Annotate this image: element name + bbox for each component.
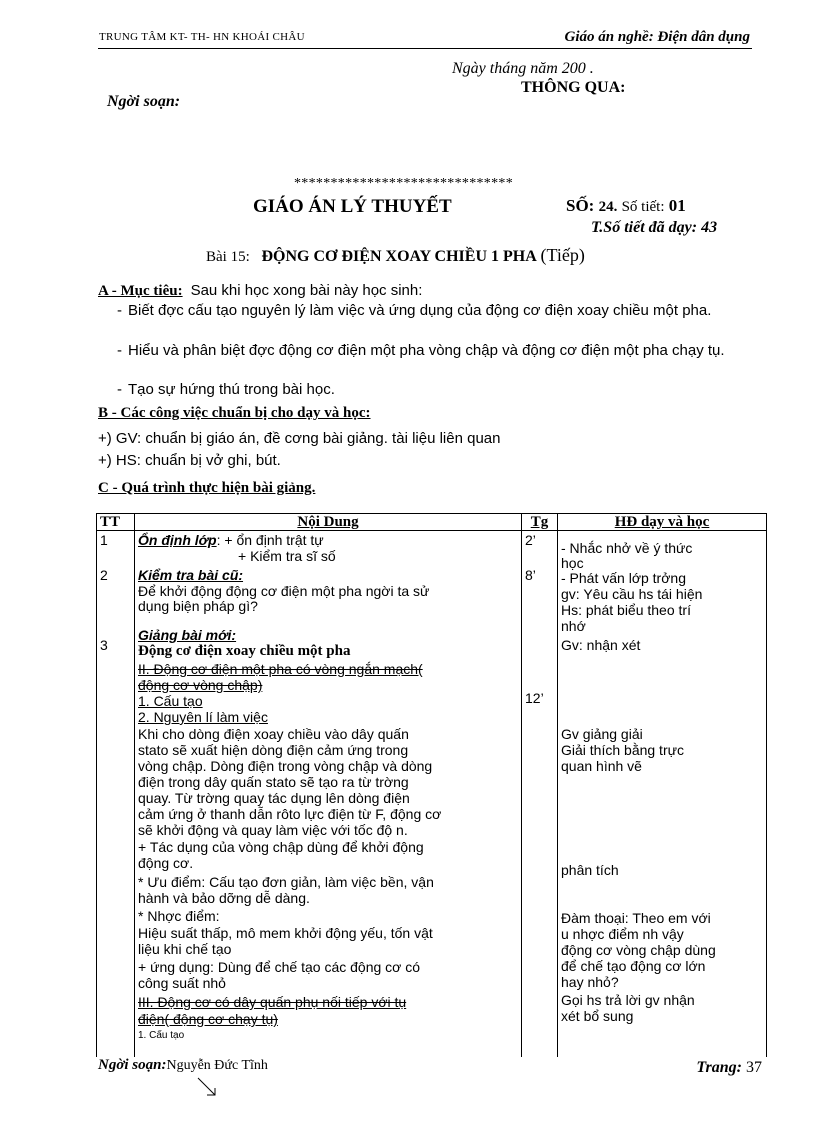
activity-line: Gv: nhận xét <box>561 637 641 653</box>
content-line: dụng biện pháp gì? <box>138 598 258 614</box>
content-heading: Kiểm tra bài cũ: <box>138 567 244 583</box>
date-line: Ngày tháng năm 200 . <box>452 60 594 77</box>
lesson-prefix: Bài 15: <box>206 249 250 265</box>
content-line: 1. Cấu tạo <box>138 693 203 709</box>
col-header-time: Tg <box>522 514 558 531</box>
activity-line: - Nhắc nhở về ý thức <box>561 540 693 556</box>
prep-item-gv: +) GV: chuẩn bị giáo án, đề cơng bài giảng. tài liệu liên quan <box>98 430 501 447</box>
prep-item-hs: +) HS: chuẩn bị vở ghi, bút. <box>98 452 281 469</box>
time-1: 2’ <box>525 532 536 548</box>
lesson-name: ĐỘNG CƠ ĐIỆN XOAY CHIỀU 1 PHA <box>261 248 537 265</box>
table-row <box>97 531 767 1058</box>
content-line: Khi cho dòng điện xoay chiều vào dây quấn <box>138 726 409 742</box>
author-label: Ngời soạn: <box>107 93 181 110</box>
so-number: 24. <box>598 199 618 215</box>
content-line: + ứng dụng: Dùng để chế tạo các động cơ có <box>138 959 421 975</box>
lesson-suffix: (Tiếp) <box>540 245 585 265</box>
content-line: * Ưu điểm: Cấu tạo đơn giản, làm việc bền, vận <box>138 874 434 890</box>
header-divider <box>98 48 752 49</box>
section-b-heading: B - Các công việc chuẩn bị cho dạy và học: <box>98 405 371 421</box>
periods-value: 01 <box>668 196 686 215</box>
objective-item <box>98 342 758 360</box>
periods-label: Số tiết: <box>621 199 665 215</box>
activity-line: Giải thích bằng trực <box>561 742 684 758</box>
footer-page <box>696 1059 762 1077</box>
content-line: sẽ khởi động và quay làm việc với tốc độ n. <box>138 822 408 838</box>
col-header-tt: TT <box>97 514 135 531</box>
page-number: 37 <box>746 1059 762 1076</box>
activity-line: phân tích <box>561 862 619 878</box>
activity-line: hay nhỏ? <box>561 974 619 990</box>
activity-line: để chế tạo động cơ lớn <box>561 958 706 974</box>
content-line: động cơ vòng chập) <box>138 677 263 693</box>
section-c-heading: C - Quá trình thực hiện bài giảng. <box>98 480 316 496</box>
activity-line: gv: Yêu cầu hs tái hiện <box>561 586 703 602</box>
time-column <box>522 531 558 1058</box>
tt-2: 2 <box>100 567 108 583</box>
content-line: động cơ. <box>138 855 194 871</box>
approval-label: THÔNG QUA: <box>521 79 626 96</box>
periods-taught: T.Số tiết đã dạy: 43 <box>591 219 718 236</box>
activity-line: xét bổ sung <box>561 1008 634 1024</box>
footer-author-name: Nguyễn Đức Tĩnh <box>166 1058 268 1073</box>
tt-3: 3 <box>100 637 108 653</box>
section-a <box>98 282 422 300</box>
content-column <box>135 531 522 1058</box>
header-subject: Giáo án nghề: Điện dân dụng <box>564 29 750 45</box>
content-line: 1. Cấu tạo <box>138 1030 185 1041</box>
lesson-plan-table <box>96 513 767 1057</box>
activity-line: Đàm thoại: Theo em với <box>561 910 711 926</box>
content-line: * Nhợc điểm: <box>138 908 220 924</box>
so-label: SỐ: <box>566 196 595 215</box>
content-line: hành và bảo dỡng dễ dàng. <box>138 890 310 906</box>
content-heading: Giảng bài mới: <box>138 627 237 643</box>
lesson-number <box>566 196 686 216</box>
content-line: điện( động cơ chạy tụ) <box>138 1011 278 1027</box>
content-line: + Tác dụng của vòng chập dùng để khởi động <box>138 839 424 855</box>
activity-line: - Phát vấn lớp trởng <box>561 570 686 586</box>
time-2: 8’ <box>525 567 536 583</box>
footer-page-label: Trang: <box>696 1059 742 1076</box>
activity-line: Gọi hs trả lời gv nhận <box>561 992 695 1008</box>
content-line: + Kiểm tra sĩ số <box>238 548 336 564</box>
col-header-content: Nội Dung <box>135 514 522 531</box>
activity-line: Hs: phát biểu theo trí <box>561 602 691 618</box>
col-header-activity: HĐ dạy và học <box>558 514 767 531</box>
content-line: III. Động cơ có dây quấn phụ nối tiếp với tụ <box>138 994 407 1010</box>
bullet-dash: - <box>117 381 122 398</box>
tt-1: 1 <box>100 532 108 548</box>
content-line: cảm ứng ở thanh dẫn rôto lực điện từ F, động cơ <box>138 806 442 822</box>
section-a-heading: A - Mục tiêu: <box>98 283 183 299</box>
activity-line: nhớ <box>561 618 586 634</box>
activity-line: động cơ vòng chập dùng <box>561 942 716 958</box>
objective-text: Biết đợc cấu tạo nguyên lý làm việc và ứng dụng của động cơ điện xoay chiều một pha. <box>128 302 712 319</box>
footer-author-label: Ngời soạn: <box>98 1057 167 1073</box>
content-line: Để khởi động động cơ điện một pha ngời ta sử <box>138 583 430 599</box>
bullet-dash: - <box>117 342 122 359</box>
tt-column <box>97 531 135 1058</box>
time-3: 12’ <box>525 690 544 706</box>
content-line: Hiệu suất thấp, mô mem khởi động yếu, tốn vật <box>138 925 433 941</box>
header-school: TRUNG TÂM KT- TH- HN KHOÁI CHÂU <box>99 31 305 43</box>
table-header-row <box>97 514 767 531</box>
lesson-title <box>206 245 585 266</box>
content-line: vòng chập. Dòng điện trong vòng chập và dòng <box>138 758 433 774</box>
objective-item <box>98 381 335 398</box>
content-heading: Ổn định lớp <box>138 532 217 548</box>
content-line <box>138 533 324 548</box>
content-line: stato sẽ xuất hiện dòng điện cảm ứng trong <box>138 742 409 758</box>
page-title: GIÁO ÁN LÝ THUYẾT <box>253 196 452 217</box>
content-line: II. Động cơ điện một pha có vòng ngắn mạch( <box>138 661 423 677</box>
content-text: : + ổn định trật tự <box>216 532 324 548</box>
footer-author <box>98 1057 268 1074</box>
content-line: điện trong dây quấn stato sẽ tạo ra từ trờng <box>138 774 409 790</box>
objective-item <box>98 302 758 320</box>
content-line: công suất nhỏ <box>138 975 226 991</box>
objective-text: Hiểu và phân biệt đợc động cơ điện một pha vòng chập và động cơ điện một pha chạy tụ. <box>128 342 725 359</box>
activity-column <box>558 531 767 1058</box>
activity-line: học <box>561 555 584 571</box>
bullet-dash: - <box>117 302 122 319</box>
stars-divider: ****************************** <box>294 176 513 191</box>
content-line: liệu khi chế tạo <box>138 941 232 957</box>
content-line: quay. Từ trờng quay tác dụng lên dòng điện <box>138 790 410 806</box>
content-line: 2. Nguyên lí làm việc <box>138 709 268 725</box>
content-subheading: Động cơ điện xoay chiều một pha <box>138 643 351 659</box>
activity-line: Gv giảng giải <box>561 726 643 742</box>
activity-line: u nhợc điểm nh vậy <box>561 926 684 942</box>
section-a-intro: Sau khi học xong bài này học sinh: <box>190 282 423 299</box>
arrow-icon <box>195 1075 221 1101</box>
objective-text: Tạo sự hứng thú trong bài học. <box>128 381 335 398</box>
activity-line: quan hình vẽ <box>561 758 642 774</box>
